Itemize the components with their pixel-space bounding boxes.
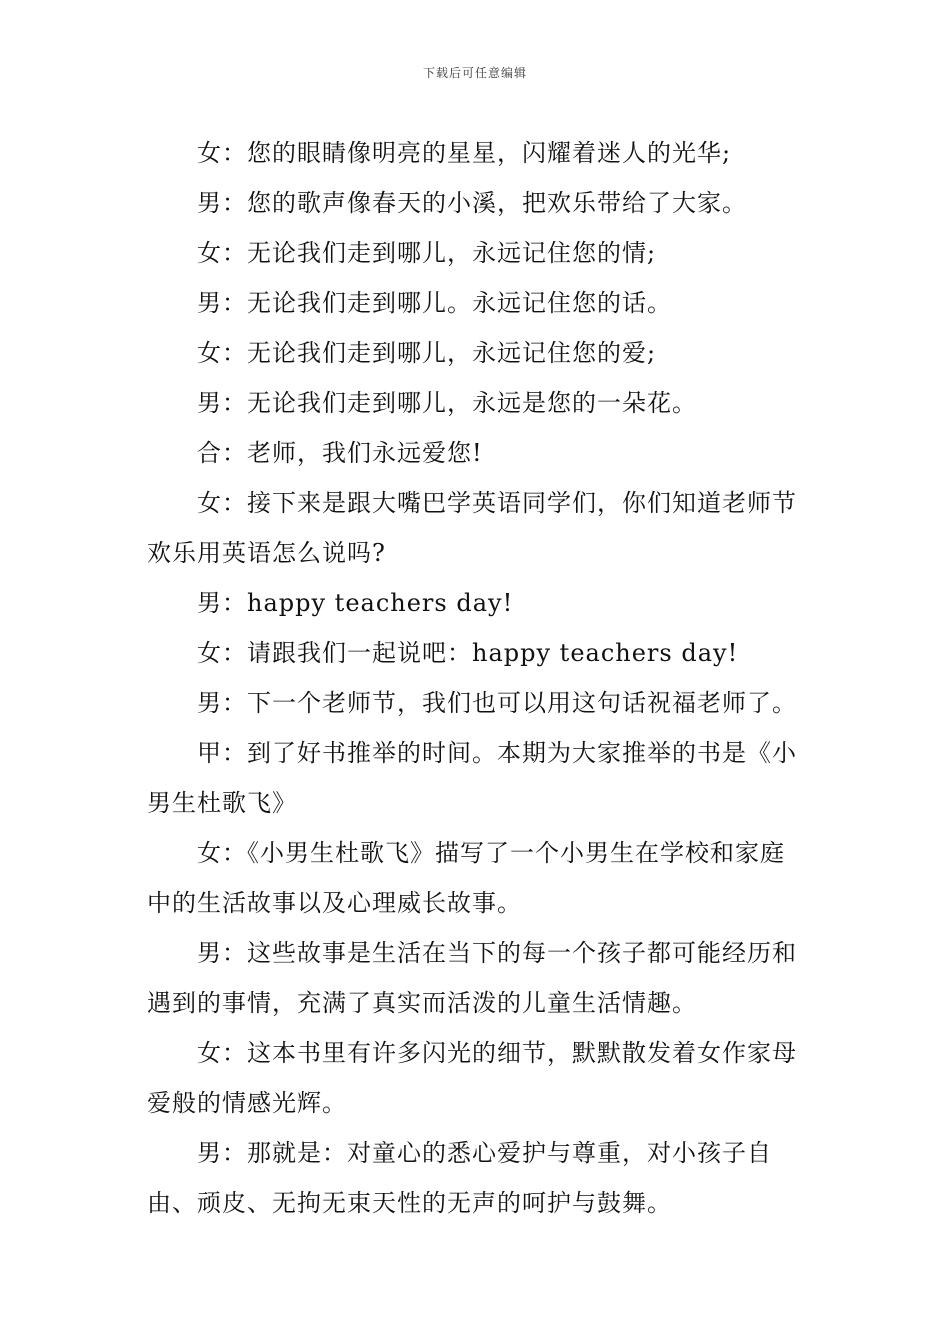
paragraph: 男：那就是：对童心的悉心爱护与尊重，对小孩子自由、顽皮、无拘无束天性的无声的呵护与鼓舞。: [147, 1139, 772, 1217]
paragraph: 男：这些故事是生活在当下的每一个孩子都可能经历和遇到的事情，充满了真实而活泼的儿童生活情趣。: [147, 939, 797, 1017]
paragraph: 女：接下来是跟大嘴巴学英语同学们，你们知道老师节欢乐用英语怎么说吗?: [147, 489, 797, 567]
paragraph: 女：请跟我们一起说吧：happy teachers day!: [197, 639, 739, 667]
paragraph: 男：您的歌声像春天的小溪，把欢乐带给了大家。: [197, 189, 747, 217]
paragraph: 男：下一个老师节，我们也可以用这句话祝福老师了。: [197, 689, 797, 717]
document-body: [147, 128, 807, 1228]
paragraph: 女：您的眼睛像明亮的星星，闪耀着迷人的光华;: [197, 139, 732, 167]
paragraph: 女：无论我们走到哪儿，永远记住您的爱;: [197, 339, 657, 367]
paragraph: 女：无论我们走到哪儿，永远记住您的情;: [197, 239, 657, 267]
paragraph: 女：这本书里有许多闪光的细节，默默散发着女作家母爱般的情感光辉。: [147, 1039, 797, 1117]
page-header-note: 下载后可任意编辑: [422, 66, 527, 80]
paragraph: 男：happy teachers day!: [197, 589, 514, 617]
paragraph: 男：无论我们走到哪儿。永远记住您的话。: [197, 289, 672, 317]
paragraph: 男：无论我们走到哪儿，永远是您的一朵花。: [197, 389, 697, 417]
paragraph: 女：《小男生杜歌飞》描写了一个小男生在学校和家庭中的生活故事以及心理威长故事。: [147, 839, 785, 917]
paragraph: 合：老师，我们永远爱您!: [197, 439, 483, 467]
paragraph: 甲：到了好书推举的时间。本期为大家推举的书是《小男生杜歌飞》: [147, 739, 797, 817]
